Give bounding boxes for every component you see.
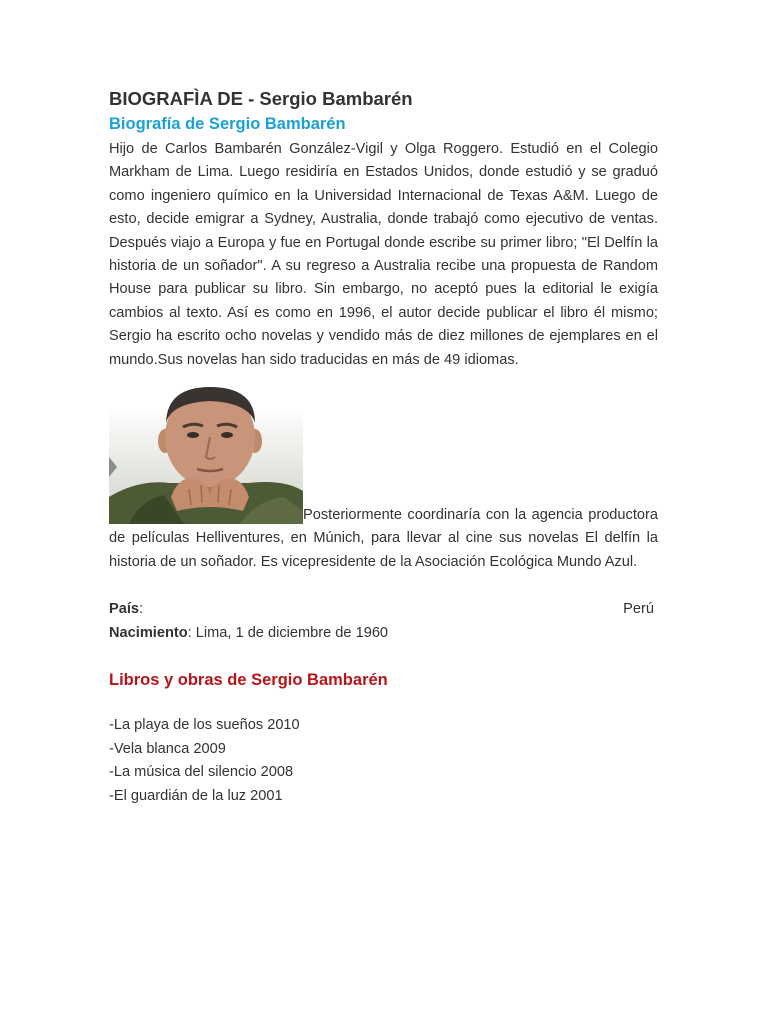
document-page [109,86,658,808]
country-label: País [109,601,140,618]
country-value: Perú [623,601,654,618]
country-row: País: Perú [109,597,658,621]
books-list [109,714,658,808]
list-item: -El guardián de la luz 2001 [109,787,283,804]
author-photo [109,379,303,524]
list-item: -La playa de los sueños 2010 [109,717,300,734]
list-item: -La música del silencio 2008 [109,764,294,781]
facts-section [109,597,658,645]
birth-value: Lima, 1 de diciembre de 1960 [195,625,389,642]
page-title: BIOGRAFÌA DE - Sergio Bambarén [109,88,413,109]
list-item: -Vela blanca 2009 [109,740,226,757]
career-paragraph: Posteriormente coordinaría con la agencia productora de películas Helliventures, en Múnich, para llevar al cine sus novelas El delfín la historia de un soñador. Es vicepresidente de la Asociación Ecológica Mundo Azul. [109,507,658,570]
birth-label: Nacimiento [109,625,188,642]
birth-row: Nacimiento : Lima, 1 de diciembre de 1960 [109,621,658,645]
author-portrait-illustration [109,379,303,524]
biography-paragraph: Hijo de Carlos Bambarén González-Vigil y Olga Roggero. Estudió en el Colegio Markham de Lima. Luego residiría en Estados Unidos, donde estudió y se graduó como ingeniero químico en la Universidad Internacional de Texas A&M. Luego de esto, decide emigrar a Sydney, Australia, donde trabajó como ejecutivo de ventas. Después viajo a Europa y fue en Portugal donde escribe su primer libro; "El Delfín la historia de un soñador". A su regreso a Australia recibe una propuesta de Random House para publicar su libro. Sin embargo, no aceptó pues la editorial le exigía cambios al texto. Así es como en 1996, el autor decide publicar el libro él mismo; Sergio ha escrito ocho novelas y vendido más de diez millones de ejemplares en el mundo.Sus novelas han sido traducidas en más de 49 idiomas. [109,141,658,368]
biography-heading: Biografía de Sergio Bambarén [109,115,346,133]
photo-section [109,379,658,574]
books-heading: Libros y obras de Sergio Bambarén [109,671,388,690]
